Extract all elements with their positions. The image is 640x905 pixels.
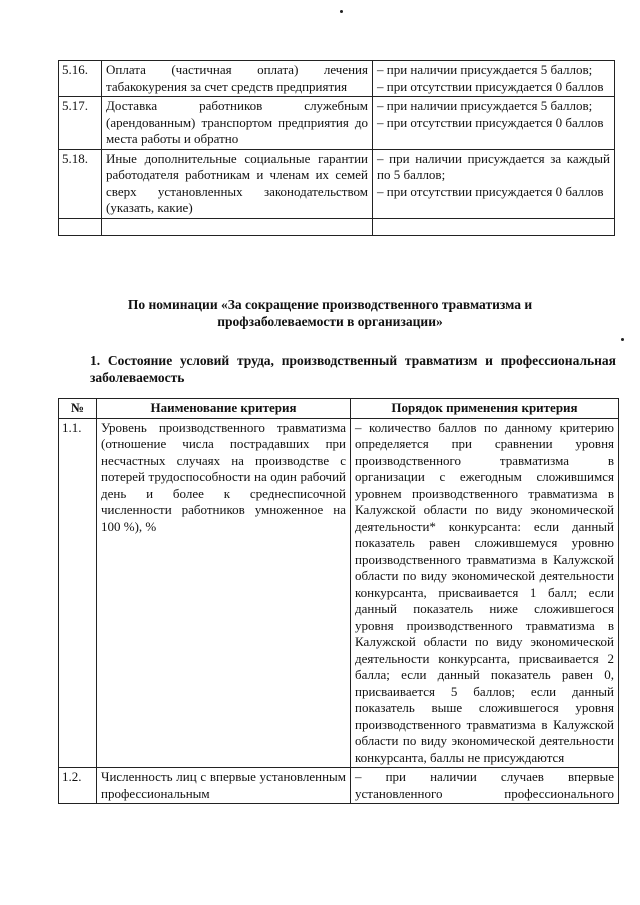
criterion-rule [373,97,615,150]
rule-line: – при отсутствии присуждается 0 баллов [377,114,604,130]
table-row-empty [59,218,615,235]
criterion-name: Оплата (частичная оплата) лечения табакокурения за счет средств предприятия [102,61,373,97]
rule-line: – при отсутствии присуждается 0 баллов [377,183,604,199]
criterion-rule: – количество баллов по данному критерию определяется при сравнении уровня производственного травматизма в организации с ежегодным сложившимся уровнем производственного травматизма в Калужской области по виду экономической деятельности* конкурсанта: если данный показатель равен сложившемуся уровню производственного травматизма в Калужской области по виду экономической деятельности конкурсанта, присваивается 1 балл; если данный показатель ниже сложившегося уровня производственного травматизма в Калужской области по виду экономической деятельности конкурсанта, присваивается 2 балла; если данный показатель равен 0, присваивается 5 баллов; если данный показатель выше сложившегося уровня производственного травматизма в Калужской области по виду экономической деятельности конкурсанта, баллы не присуждаются [351,418,619,768]
criteria-table [58,398,619,804]
rule-line: – при наличии присуждается 5 баллов; [377,98,593,113]
scan-speck [340,10,343,13]
table-row [59,418,619,768]
criterion-rule: – при наличии случаев впервые установленного профессионального [351,768,619,804]
row-number: 5.18. [59,149,102,218]
section-title: 1. Состояние условий труда, производственный травматизм и профессиональная заболеваемость [90,353,616,385]
criterion-name: Уровень производственного травматизма (отношение числа пострадавших при несчастных случаях на производстве с потерей трудоспособности на один рабочий день и более к среднесписочной численности работников умноженное на 100 %), % [97,418,351,768]
criterion-name: Иные дополнительные социальные гарантии работодателя работникам и членам их семей сверх установленных законодательством (указать, какие) [102,149,373,218]
nomination-heading: По номинации «За сокращение производственного травматизма и профзаболеваемости в организации» [127,297,533,329]
row-number: 1.2. [59,768,97,804]
table-row [59,149,615,218]
rule-line: – при наличии присуждается за каждый по 5 баллов; [377,150,610,182]
header-rule: Порядок применения критерия [351,399,619,419]
rule-line: – при отсутствии присуждается 0 баллов [377,78,604,94]
criterion-rule [373,149,615,218]
criterion-rule [373,61,615,97]
table-row [59,61,615,97]
criterion-name: Численность лиц с впервые установленным профессиональным [97,768,351,804]
table-header-row [59,399,619,419]
row-number: 5.17. [59,97,102,150]
table-row [59,97,615,150]
header-num: № [59,399,97,419]
header-name: Наименование критерия [97,399,351,419]
criteria-table-continued [58,60,615,236]
criterion-name: Доставка работников служебным (арендованным) транспортом предприятия до места работы и обратно [102,97,373,150]
scan-speck [621,338,624,341]
row-number: 1.1. [59,418,97,768]
row-number: 5.16. [59,61,102,97]
rule-line: – при наличии присуждается 5 баллов; [377,62,593,77]
table-row [59,768,619,804]
